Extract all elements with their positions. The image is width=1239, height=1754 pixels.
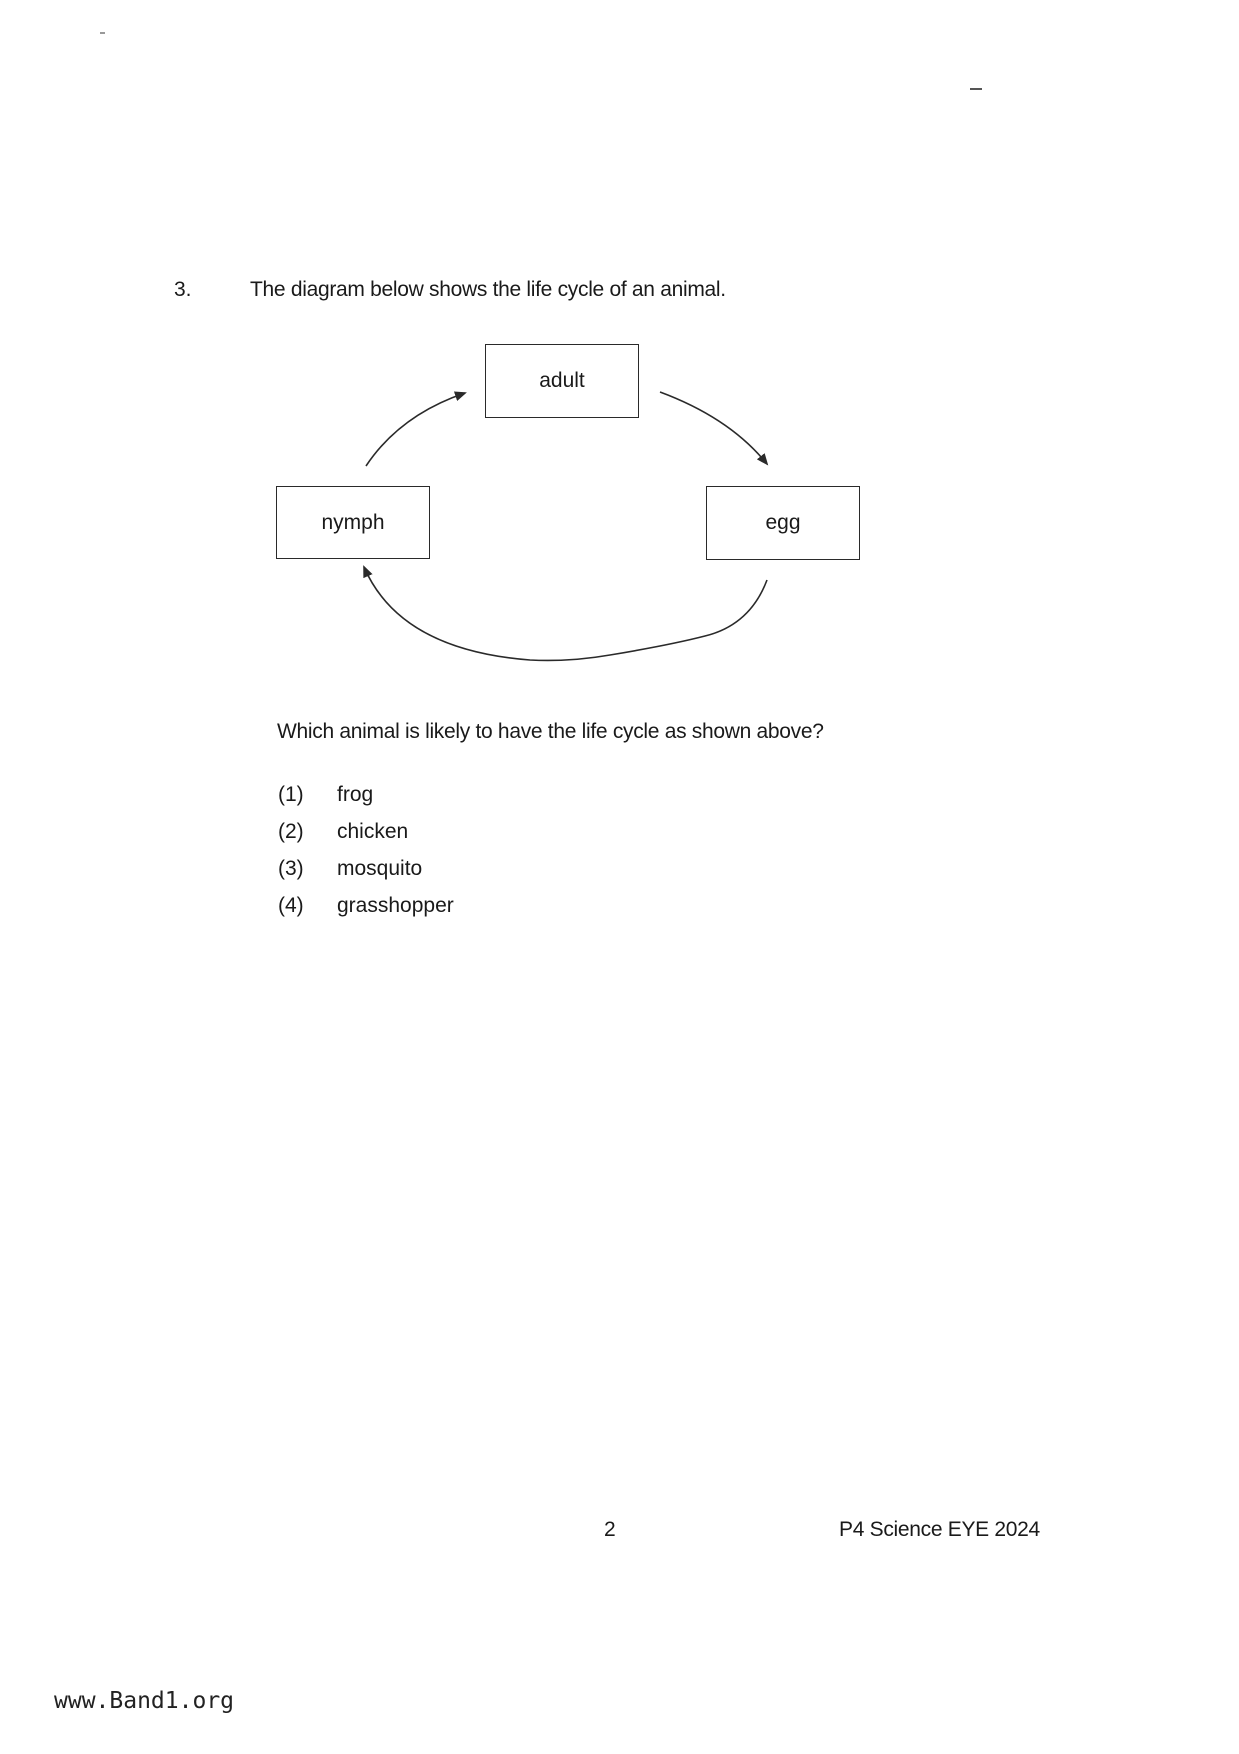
option-2[interactable] — [278, 813, 454, 850]
option-4[interactable] — [278, 887, 454, 924]
page-number: 2 — [604, 1518, 616, 1541]
option-text: chicken — [337, 819, 409, 843]
scan-speck — [100, 32, 105, 34]
stage-box-egg — [706, 486, 860, 560]
option-text: frog — [337, 782, 374, 806]
option-3[interactable] — [278, 850, 454, 887]
question-number: 3. — [174, 278, 192, 301]
answer-options — [278, 776, 454, 924]
question-stem: The diagram below shows the life cycle of an animal. — [250, 278, 726, 301]
option-text: grasshopper — [337, 893, 454, 917]
option-text: mosquito — [337, 856, 423, 880]
watermark-url[interactable]: www.Band1.org — [54, 1688, 235, 1714]
option-number: (3) — [278, 856, 304, 880]
scan-speck — [970, 88, 982, 90]
stage-box-adult — [485, 344, 639, 418]
option-1[interactable] — [278, 776, 454, 813]
option-number: (2) — [278, 819, 304, 843]
stage-box-nymph — [276, 486, 430, 559]
arrow-nymph-to-adult — [366, 393, 465, 466]
option-number: (4) — [278, 893, 304, 917]
stage-label-egg: egg — [765, 511, 801, 534]
arrow-adult-to-egg — [660, 392, 767, 464]
question-prompt: Which animal is likely to have the life cycle as shown above? — [277, 720, 824, 743]
option-number: (1) — [278, 782, 304, 806]
stage-label-adult: adult — [539, 369, 585, 392]
arrow-egg-to-nymph — [364, 567, 767, 660]
stage-label-nymph: nymph — [321, 510, 385, 534]
paper-code: P4 Science EYE 2024 — [839, 1518, 1040, 1541]
